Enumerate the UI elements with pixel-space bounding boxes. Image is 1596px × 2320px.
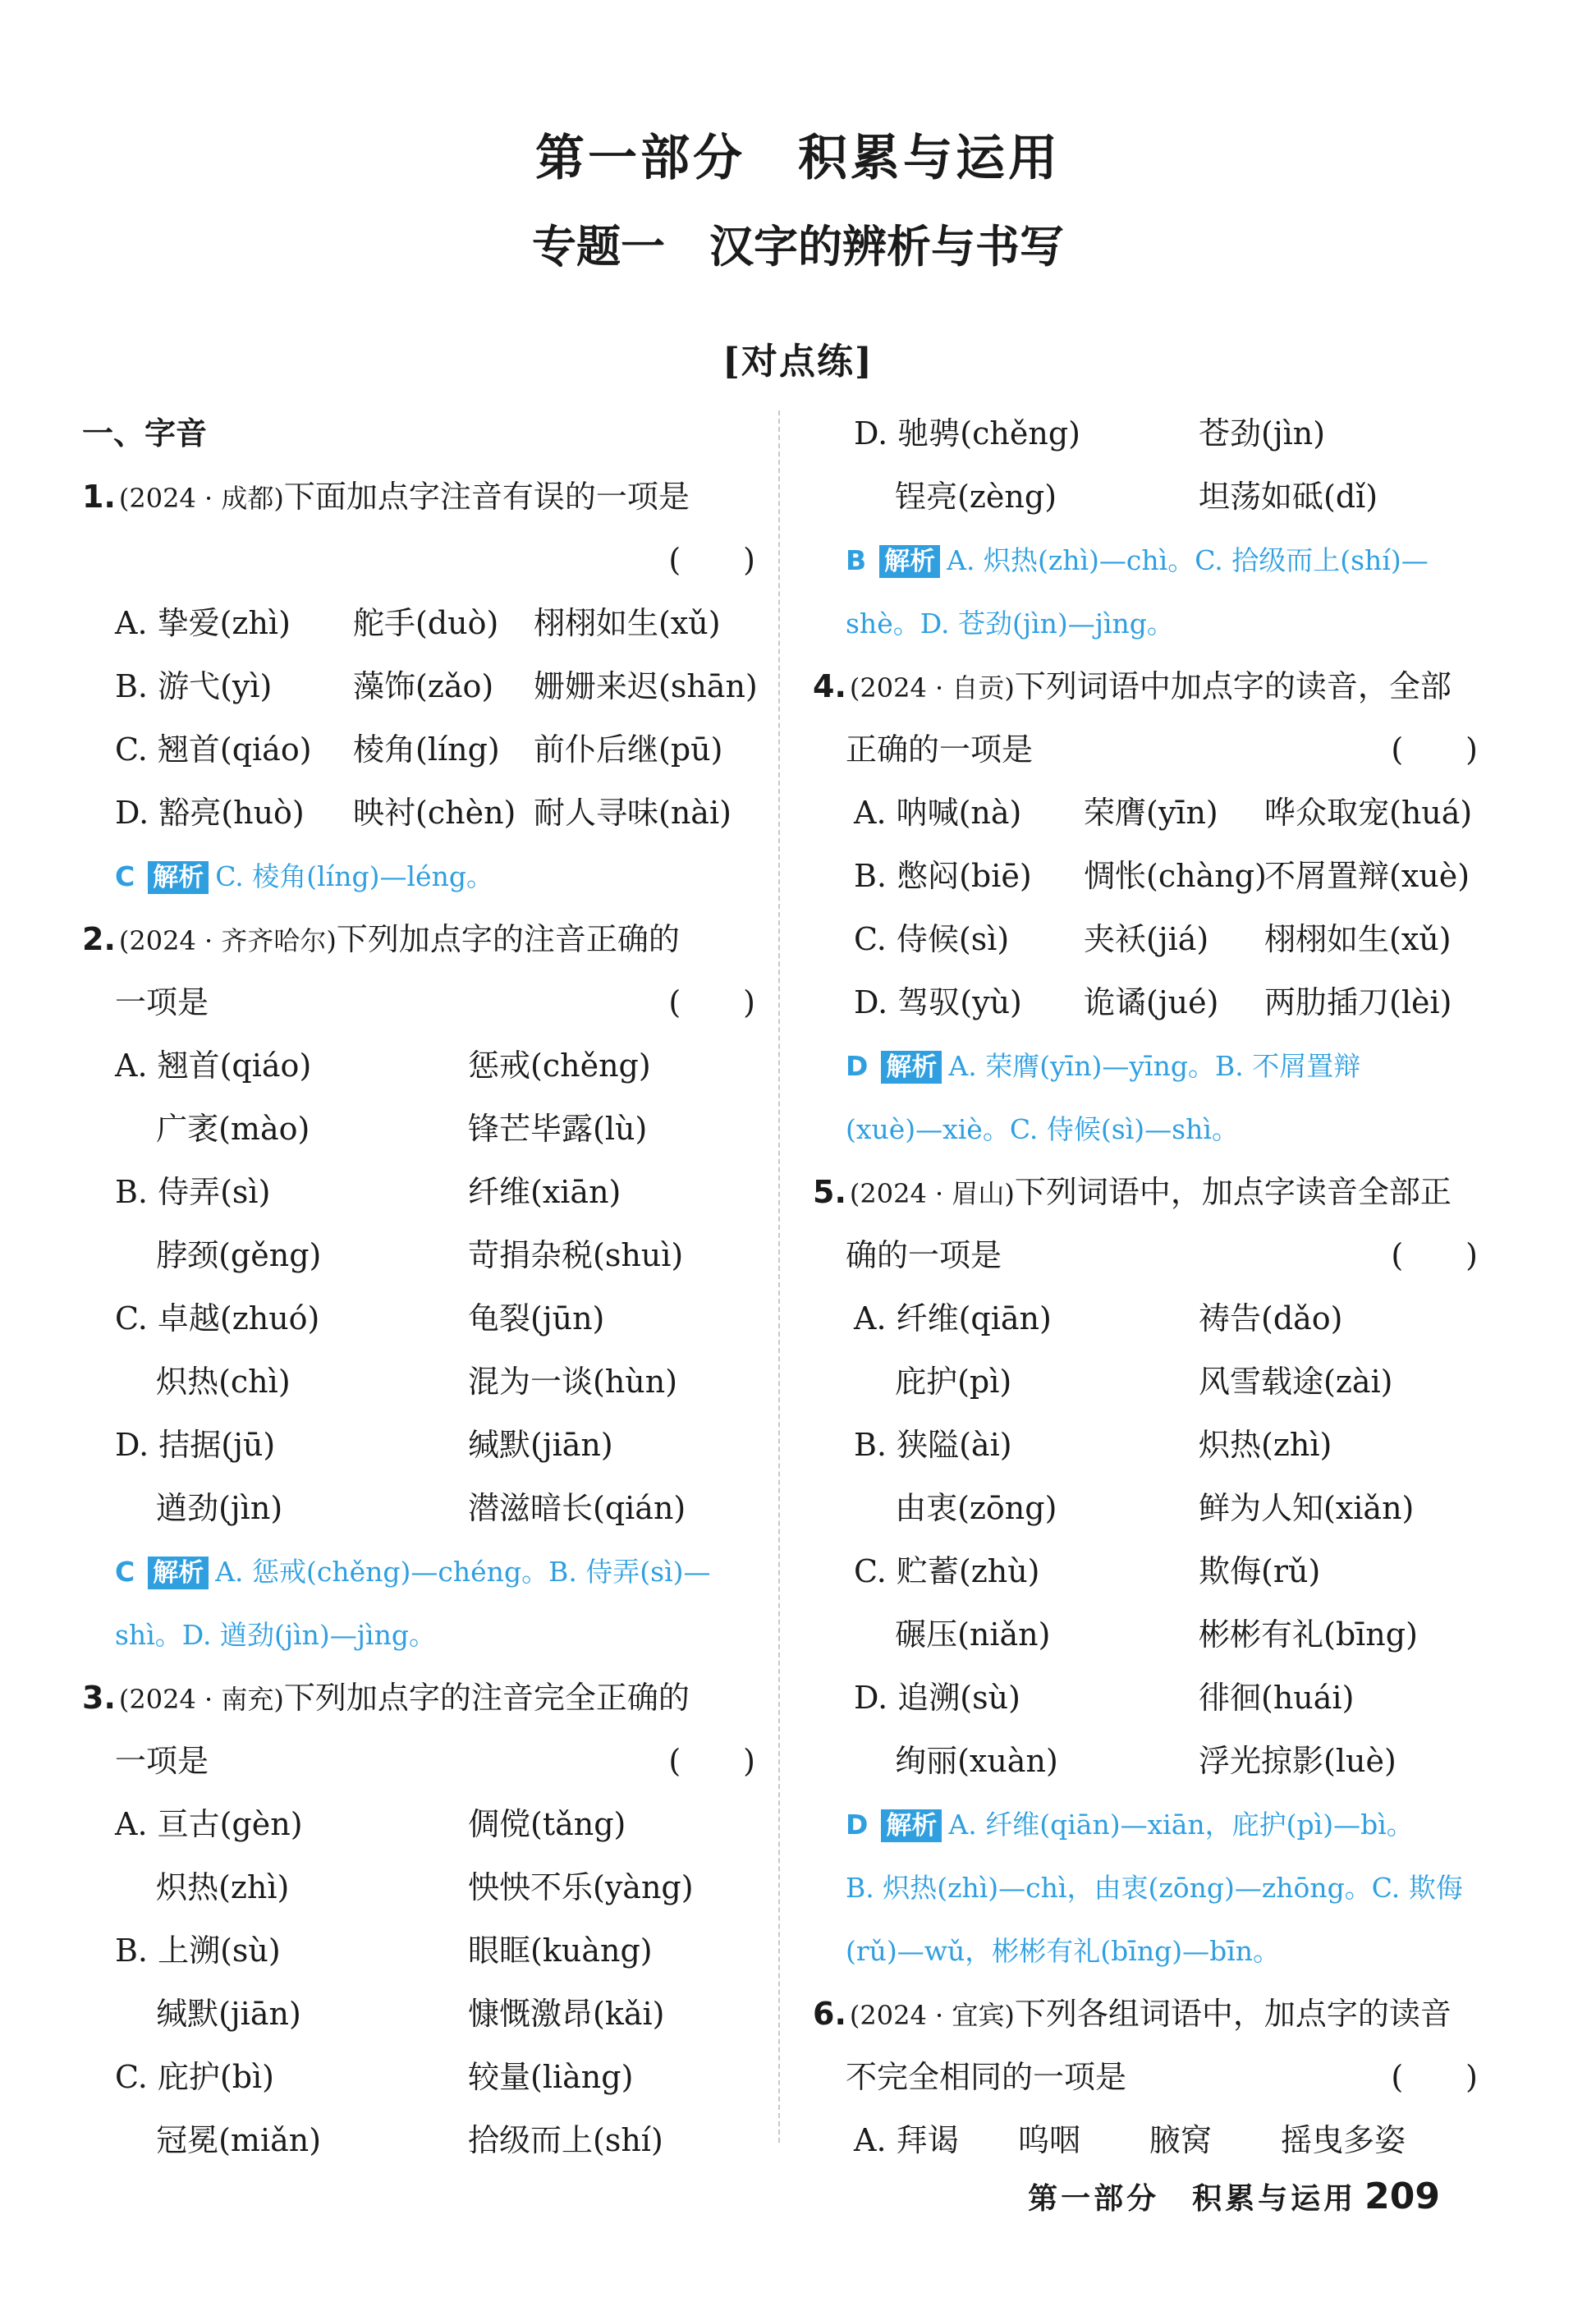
option-item: 欺侮(rǔ): [1199, 1553, 1321, 1589]
option-item: A. 拜谒: [854, 2122, 959, 2158]
question-source: (2024 · 齐齐哈尔): [118, 925, 337, 956]
option-item: 锃亮(zèng): [854, 479, 1057, 515]
option-row: [813, 1540, 1486, 1603]
option-row: [813, 845, 1486, 908]
option-item: 棱角(líng): [353, 731, 500, 768]
option-item: 祷告(dǎo): [1199, 1300, 1343, 1337]
option-item: 龟裂(jūn): [468, 1300, 605, 1337]
answer-bracket-line: [82, 529, 764, 592]
question-heading: [813, 1161, 1486, 1224]
answer-key: C: [115, 1556, 135, 1588]
option-row: [82, 655, 764, 718]
question-number: 6.: [813, 1996, 846, 2032]
analysis-text: A. 惩戒(chěng)—chéng。B. 侍弄(sì)—: [215, 1556, 711, 1588]
option-item: 纤维(xiān): [468, 1174, 621, 1210]
option-item: 炽热(zhì): [1199, 1427, 1332, 1463]
analysis-text: shì。D. 遒劲(jìn)—jìng。: [115, 1619, 436, 1651]
answer-bracket: ( ): [668, 542, 755, 578]
question-heading: [82, 465, 764, 529]
option-item: 鲜为人知(xiǎn): [1199, 1490, 1415, 1526]
option-row: [82, 1414, 764, 1477]
question-stem: 下列词语中加点字的读音，全部: [1014, 668, 1452, 704]
option-row: [82, 1098, 764, 1161]
question-stem: 一项是: [115, 984, 209, 1020]
answer-analysis-continued: [813, 592, 1486, 655]
option-item: B. 游弋(yì): [115, 668, 273, 704]
analysis-tag: 解析: [148, 861, 209, 894]
option-row: [813, 1730, 1486, 1793]
footer-label: 第一部分 积累与运用: [1028, 2182, 1357, 2216]
answer-key: D: [846, 1050, 869, 1082]
option-item: 慷慨激昂(kǎi): [468, 1996, 665, 2032]
question-number: 2.: [82, 921, 116, 957]
option-item: A. 亘古(gèn): [115, 1806, 303, 1842]
option-item: A. 挚爱(zhì): [115, 605, 291, 641]
answer-bracket: ( ): [1391, 2059, 1478, 2095]
question-stem: 下列加点字的注音完全正确的: [283, 1680, 690, 1716]
topic-title: 专题一 汉字的辨析与书写: [532, 220, 1064, 273]
answer-analysis: [813, 1793, 1486, 1856]
answer-analysis: [82, 1540, 764, 1603]
option-item: 前仆后继(pū): [534, 731, 723, 768]
question-source: (2024 · 成都): [118, 483, 284, 514]
question-stem-continued: [82, 1730, 764, 1793]
option-item: 腋窝: [1149, 2122, 1213, 2158]
option-row: [82, 1287, 764, 1350]
answer-analysis-continued: [813, 1098, 1486, 1161]
option-item: 广袤(mào): [115, 1111, 310, 1147]
question-number: 3.: [82, 1680, 116, 1716]
analysis-tag: 解析: [148, 1557, 209, 1589]
section-heading-text: 一、字音: [82, 415, 208, 452]
option-row: [82, 718, 764, 782]
option-item: 风雪载途(zài): [1199, 1364, 1393, 1400]
option-item: D. 追溯(sù): [854, 1680, 1020, 1716]
analysis-text: (rǔ)—wǔ，彬彬有礼(bīng)—bīn。: [846, 1935, 1281, 1967]
option-item: B. 侍弄(sì): [115, 1174, 271, 1210]
option-item: C. 庇护(bì): [115, 2059, 275, 2095]
question-number: 5.: [813, 1174, 846, 1210]
option-row: [813, 908, 1486, 971]
question-number: 1.: [82, 479, 116, 515]
question-heading: [813, 1983, 1486, 2046]
answer-bracket: ( ): [1391, 1237, 1478, 1273]
option-item: 炽热(zhì): [115, 1869, 290, 1905]
analysis-text: shè。D. 苍劲(jìn)—jìng。: [846, 608, 1174, 640]
option-row: [82, 1477, 764, 1540]
option-item: 诡谲(jué): [1084, 984, 1219, 1020]
option-item: 惆怅(chàng): [1084, 858, 1267, 894]
question-stem: 下列加点字的注音正确的: [336, 921, 680, 957]
question-stem-continued: [82, 971, 764, 1034]
option-item: 苍劲(jìn): [1199, 415, 1326, 452]
question-source: (2024 · 自贡): [849, 672, 1015, 704]
option-item: 炽热(chì): [115, 1364, 291, 1400]
option-item: A. 翘首(qiáo): [115, 1048, 312, 1084]
answer-analysis-continued: [82, 1603, 764, 1667]
option-item: 较量(liàng): [468, 2059, 634, 2095]
option-row: [813, 782, 1486, 845]
analysis-tag: 解析: [881, 1051, 942, 1084]
option-row: [813, 1350, 1486, 1414]
analysis-text: C. 棱角(líng)—léng。: [215, 860, 493, 892]
option-item: 舵手(duò): [353, 605, 499, 641]
option-item: 映衬(chèn): [353, 795, 516, 831]
question-stem: 确的一项是: [846, 1237, 1002, 1273]
option-item: 两肋插刀(lèi): [1264, 984, 1452, 1020]
option-item: D. 驾驭(yù): [854, 984, 1022, 1020]
option-row: [813, 1477, 1486, 1540]
analysis-text: B. 炽热(zhì)—chì，由衷(zōng)—zhōng。C. 欺侮: [846, 1872, 1463, 1904]
question-stem: 下列词语中，加点字读音全部正: [1014, 1174, 1452, 1210]
option-row: [82, 2109, 764, 2172]
option-item: 呜咽: [1018, 2122, 1081, 2158]
answer-analysis: [813, 1034, 1486, 1098]
question-stem: 正确的一项是: [846, 731, 1034, 768]
answer-key: C: [115, 860, 135, 892]
option-item: 脖颈(gěng): [115, 1237, 322, 1273]
option-item: 荣膺(yīn): [1084, 795, 1218, 831]
section-heading: [82, 402, 764, 465]
option-item: D. 拮据(jū): [115, 1427, 276, 1463]
page-footer: [1028, 2176, 1440, 2217]
option-row: [82, 1161, 764, 1224]
answer-analysis-continued: [813, 1919, 1486, 1983]
option-item: B. 狭隘(ài): [854, 1427, 1012, 1463]
option-item: 缄默(jiān): [468, 1427, 613, 1463]
question-source: (2024 · 宜宾): [849, 2000, 1015, 2031]
analysis-tag: 解析: [881, 1809, 942, 1842]
answer-analysis-continued: [813, 1856, 1486, 1919]
option-row: [813, 2109, 1486, 2172]
option-item: 拾级而上(shí): [468, 2122, 663, 2158]
question-stem: 不完全相同的一项是: [846, 2059, 1127, 2095]
option-item: 眼眶(kuàng): [468, 1933, 653, 1969]
option-item: C. 侍候(sì): [854, 921, 1010, 957]
option-item: B. 憋闷(biē): [854, 858, 1032, 894]
option-row: [813, 1287, 1486, 1350]
question-heading: [82, 908, 764, 971]
analysis-tag: 解析: [879, 545, 940, 578]
answer-bracket: ( ): [668, 984, 755, 1020]
option-item: 哗众取宠(huá): [1264, 795, 1473, 831]
option-item: 摇曳多姿: [1281, 2122, 1406, 2158]
question-stem: 一项是: [115, 1743, 209, 1779]
option-item: A. 纤维(qiān): [854, 1300, 1052, 1337]
option-item: D. 豁亮(huò): [115, 795, 305, 831]
option-item: 缄默(jiān): [115, 1996, 301, 2032]
question-stem-continued: [813, 2046, 1486, 2109]
option-row: [813, 971, 1486, 1034]
left-column: [82, 402, 764, 2172]
question-source: (2024 · 眉山): [849, 1178, 1015, 1209]
question-heading: [813, 655, 1486, 718]
option-item: 庇护(pì): [854, 1364, 1012, 1400]
option-item: 栩栩如生(xǔ): [534, 605, 721, 641]
answer-key: D: [846, 1809, 869, 1841]
option-item: 彬彬有礼(bīng): [1199, 1616, 1418, 1653]
question-source: (2024 · 南充): [118, 1684, 284, 1715]
answer-analysis: [813, 529, 1486, 592]
part-title: 第一部分 积累与运用: [535, 130, 1061, 187]
option-item: 不屑置辩(xuè): [1264, 858, 1470, 894]
option-item: C. 贮蓄(zhù): [854, 1553, 1040, 1589]
option-item: 坦荡如砥(dǐ): [1199, 479, 1378, 515]
option-item: 藻饰(zǎo): [353, 668, 494, 704]
option-item: 怏怏不乐(yàng): [468, 1869, 694, 1905]
option-row: [82, 782, 764, 845]
question-stem-continued: [813, 718, 1486, 782]
answer-key: B: [846, 544, 867, 576]
question-stem: 下面加点字注音有误的一项是: [283, 479, 690, 515]
option-row: [813, 1603, 1486, 1667]
option-row: [813, 402, 1486, 465]
option-row: [82, 1983, 764, 2046]
option-item: 碾压(niǎn): [854, 1616, 1051, 1653]
option-row: [813, 1667, 1486, 1730]
practice-label: [对点练]: [722, 341, 874, 383]
answer-bracket: ( ): [1391, 731, 1478, 768]
option-item: 锋芒毕露(lù): [468, 1111, 648, 1147]
option-item: 绚丽(xuàn): [854, 1743, 1058, 1779]
option-item: 冠冕(miǎn): [115, 2122, 322, 2158]
analysis-text: A. 纤维(qiān)—xiān，庇护(pì)—bì。: [948, 1809, 1414, 1841]
question-stem: 下列各组词语中，加点字的读音: [1014, 1996, 1452, 2032]
option-item: D. 驰骋(chěng): [854, 415, 1080, 452]
option-item: 苛捐杂税(shuì): [468, 1237, 684, 1273]
analysis-text: A. 荣膺(yīn)—yīng。B. 不屑置辩: [948, 1050, 1361, 1082]
option-row: [82, 1856, 764, 1919]
page-number: 209: [1364, 2176, 1440, 2217]
option-item: 浮光掠影(luè): [1199, 1743, 1396, 1779]
option-item: C. 翘首(qiáo): [115, 731, 312, 768]
analysis-text: A. 炽热(zhì)—chì。C. 拾级而上(shí)—: [947, 544, 1429, 576]
option-item: 遒劲(jìn): [115, 1490, 283, 1526]
answer-bracket: ( ): [668, 1743, 755, 1779]
question-number: 4.: [813, 668, 846, 704]
option-row: [813, 465, 1486, 529]
option-row: [82, 1793, 764, 1856]
option-row: [82, 1034, 764, 1098]
question-stem-continued: [813, 1224, 1486, 1287]
option-row: [82, 1919, 764, 1983]
analysis-text: (xuè)—xiè。C. 侍候(sì)—shì。: [846, 1113, 1239, 1145]
option-row: [813, 1414, 1486, 1477]
option-row: [82, 1224, 764, 1287]
option-row: [82, 1350, 764, 1414]
option-item: 潜滋暗长(qián): [468, 1490, 686, 1526]
option-item: 姗姗来迟(shān): [534, 668, 758, 704]
option-item: A. 呐喊(nà): [854, 795, 1022, 831]
option-item: B. 上溯(sù): [115, 1933, 281, 1969]
option-item: 由衷(zōng): [854, 1490, 1057, 1526]
option-row: [82, 2046, 764, 2109]
option-item: 耐人寻味(nài): [534, 795, 732, 831]
option-item: 倜傥(tǎng): [468, 1806, 626, 1842]
answer-analysis: [82, 845, 764, 908]
option-item: 惩戒(chěng): [468, 1048, 651, 1084]
column-divider: [778, 410, 780, 2143]
option-item: 混为一谈(hùn): [468, 1364, 678, 1400]
option-item: 夹袄(jiá): [1084, 921, 1209, 957]
right-column: [813, 402, 1486, 2172]
question-heading: [82, 1667, 764, 1730]
option-item: 栩栩如生(xǔ): [1264, 921, 1452, 957]
option-item: C. 卓越(zhuó): [115, 1300, 320, 1337]
option-item: 徘徊(huái): [1199, 1680, 1355, 1716]
option-row: [82, 592, 764, 655]
